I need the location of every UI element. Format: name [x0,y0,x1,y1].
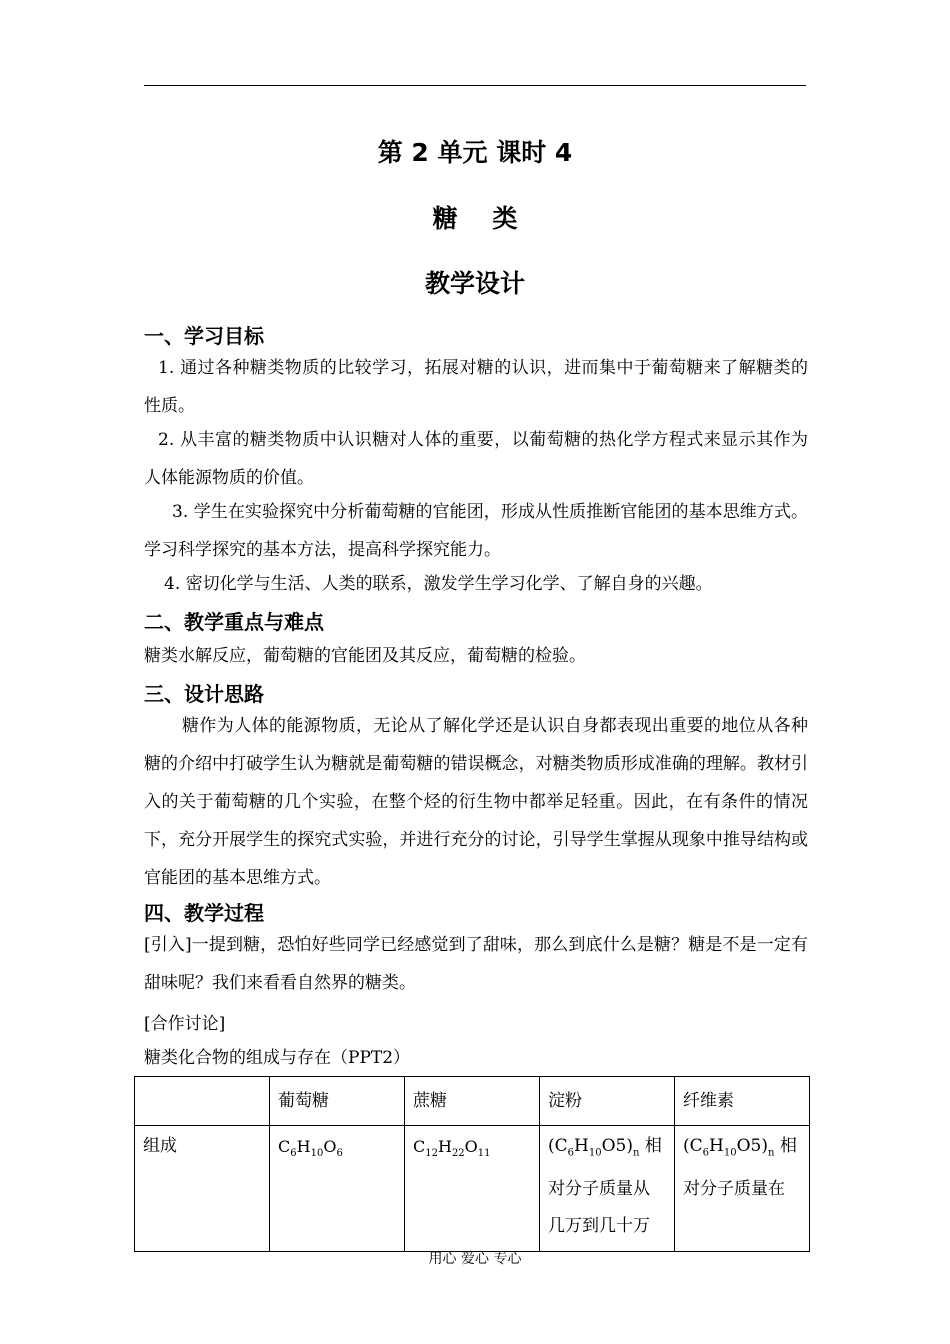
starch-composition: $(C_6H_{10}O5)_n$ 相对分子质量从几万到几十万 [540,1126,675,1252]
saccharide-table [134,1076,810,1252]
section-3-heading: 三、设计思路 [144,682,264,706]
table-row [135,1126,810,1252]
unit-title: 第 2 单元 课时 4 [377,138,573,167]
key-points-text: 糖类水解反应，葡萄糖的官能团及其反应，葡萄糖的检验。 [144,646,586,666]
section-1-heading: 一、学习目标 [144,324,264,348]
doc-title: 教学设计 [424,269,525,298]
section-4-heading: 四、教学过程 [144,901,264,925]
section-2-heading: 二、教学重点与难点 [144,610,324,634]
table-header-cell: 淀粉 [540,1077,675,1126]
objective-1: 1. 通过各种糖类物质的比较学习，拓展对糖的认识，进而集中于葡萄糖来了解糖类的性质。 [144,358,808,416]
design-idea-text: 糖作为人体的能源物质，无论从了解化学还是认识自身都表现出重要的地位从各种糖的介绍中打破学生认为糖就是葡萄糖的错误概念，对糖类物质形成准确的理解。教材引入的关于葡萄糖的几个实验，在整个烃的衍生物中都举足轻重。因此，在有条件的情况下，充分开展学生的探究式实验，并进行充分的讨论，引导学生掌握从现象中推导结构或官能团的基本思维方式。 [144,716,808,888]
table-header-cell: 纤维素 [675,1077,810,1126]
objective-4: 4. 密切化学与生活、人类的联系，激发学生学习化学、了解自身的兴趣。 [164,574,713,594]
header-rule [144,85,806,86]
cellulose-composition: $(C_6H_{10}O5)_n$ 相对分子质量在 [675,1126,810,1252]
sucrose-formula: $C_{12}H_{22}O_{11}$ [405,1126,540,1252]
glucose-formula: $C_6H_{10}O_6$ [270,1126,405,1252]
page-footer: 用心 爱心 专心 [428,1251,522,1267]
topic-title: 糖 类 [432,204,518,233]
discussion-label: [合作讨论] [144,1014,226,1034]
table-caption: 糖类化合物的组成与存在（PPT2） [144,1048,411,1068]
intro-text: [引入]一提到糖，恐怕好些同学已经感觉到了甜味，那么到底什么是糖？糖是不是一定有甜味呢？我们来看看自然界的糖类。 [144,935,808,993]
table-header-row [135,1077,810,1126]
objective-2: 2. 从丰富的糖类物质中认识糖对人体的重要，以葡萄糖的热化学方程式来显示其作为人体能源物质的价值。 [144,430,808,488]
table-header-cell: 蔗糖 [405,1077,540,1126]
objective-3: 3. 学生在实验探究中分析葡萄糖的官能团，形成从性质推断官能团的基本思维方式。学习科学探究的基本方法，提高科学探究能力。 [144,502,808,560]
table-header-cell [135,1077,270,1126]
table-header-cell: 葡萄糖 [270,1077,405,1126]
row-label: 组成 [135,1126,270,1252]
